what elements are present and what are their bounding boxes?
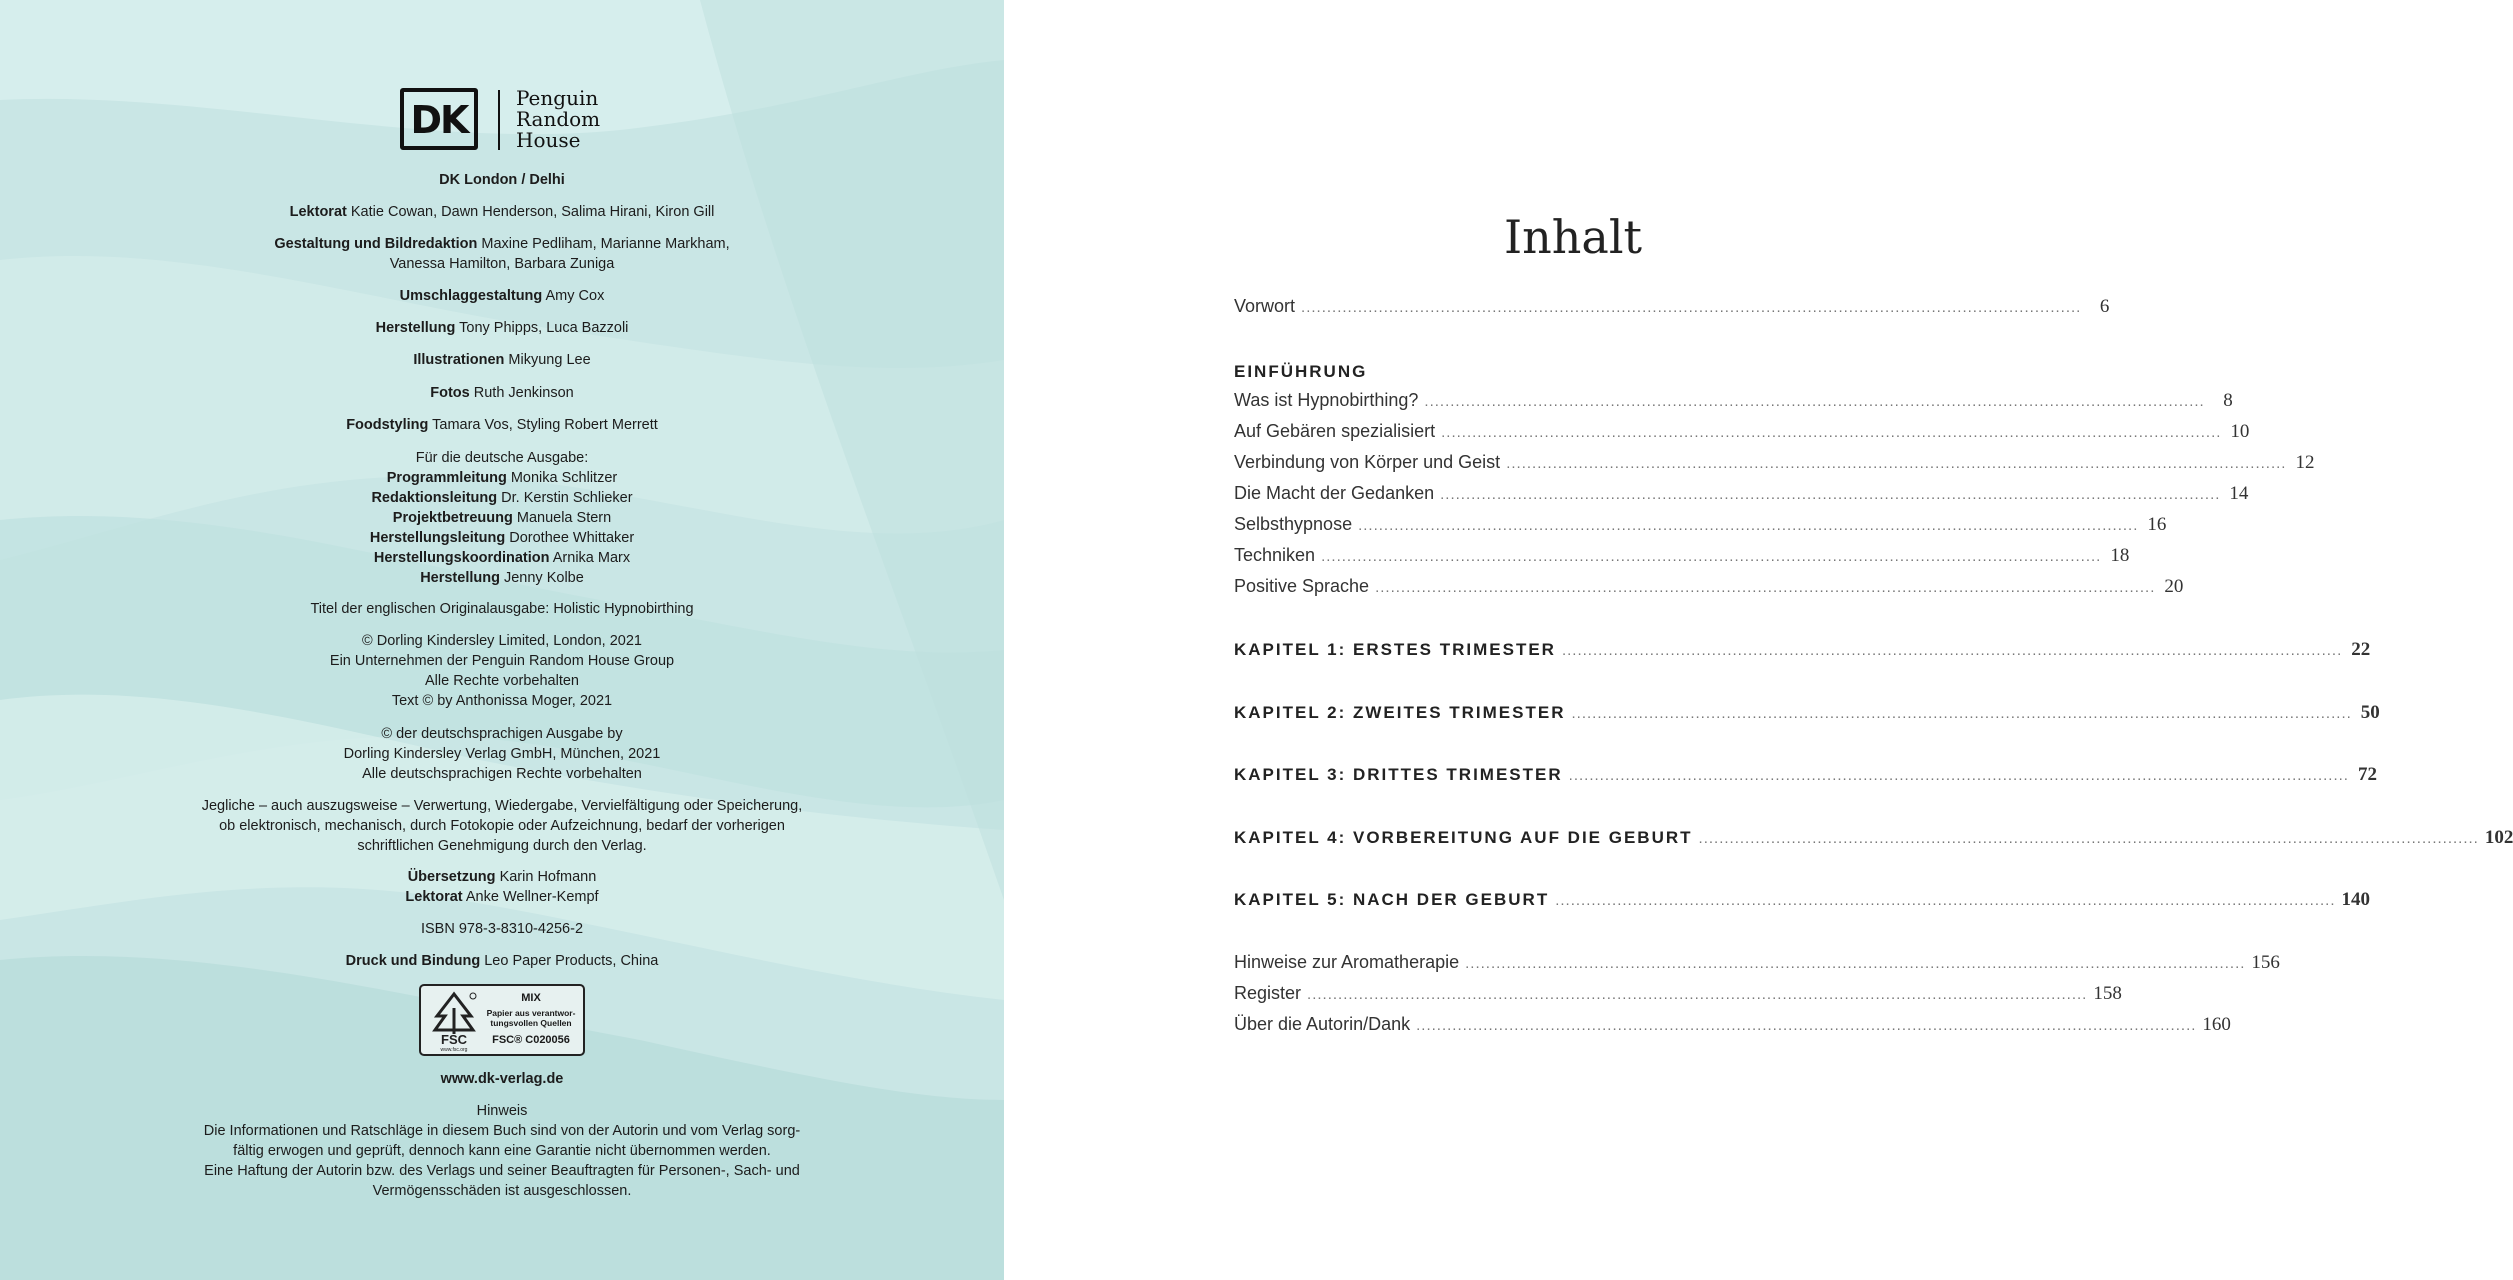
toc-entry: Über die Autorin/Dank ....................................................................................................................................................... 160 <box>1234 1014 2231 1035</box>
rights-notice: Jegliche – auch auszugsweise – Verwertung, Wiedergabe, Vervielfältigung oder Speicherung, ob elektronisch, mechanisch, durch Fotokopie oder Aufzeichnung, bedarf der vorherigen schriftlichen Genehmigung durch den Verlag. <box>201 798 803 854</box>
penguin-random-house-logo-text <box>516 88 600 151</box>
prh-line: House <box>516 128 581 152</box>
copyright-german: © der deutschsprachigen Ausgabe by Dorling Kindersley Verlag GmbH, München, 2021 Alle deutschsprachigen Rechte vorbehalten <box>343 726 661 782</box>
toc-entry: Positive Sprache ....................................................................................................................................................... 20 <box>1234 576 2184 597</box>
credit-line: Illustrationen Mikyung Lee <box>413 352 591 368</box>
credit-line: Programmleitung Monika Schlitzer <box>386 470 618 486</box>
logo-divider <box>498 90 500 150</box>
credit-line: Projektbetreuung Manuela Stern <box>392 510 612 526</box>
prh-line: Random <box>516 107 601 131</box>
credit-line: Herstellungsleitung Dorothee Whittaker <box>369 530 635 546</box>
fsc-label <box>419 984 585 1056</box>
copyright-original: © Dorling Kindersley Limited, London, 2021 Ein Unternehmen der Penguin Random House Group Alle Rechte vorbehalten Text © by Anthonissa Moger, 2021 <box>329 633 675 709</box>
dk-logo-mark: DK <box>410 98 468 142</box>
original-title: Titel der englischen Originalausgabe: Holistic Hypnobirthing <box>310 601 694 617</box>
print-credit: Druck und Bindung Leo Paper Products, China <box>345 953 659 969</box>
fsc-code: FSC® C020056 <box>492 1034 570 1046</box>
isbn: ISBN 978-3-8310-4256-2 <box>420 921 584 937</box>
fsc-subtitle: Papier aus verantwor- tungsvollen Quellen <box>486 1008 576 1028</box>
german-edition-credits <box>0 448 1004 588</box>
toc-entry: Hinweise zur Aromatherapie ....................................................................................................................................................... 156 <box>1234 952 2280 973</box>
fsc-mix: MIX <box>521 992 541 1004</box>
german-edition-intro: Für die deutsche Ausgabe: <box>415 450 589 466</box>
credit-line: Herstellung Tony Phipps, Luca Bazzoli <box>375 320 629 336</box>
section-heading-intro: EINFÜHRUNG <box>1234 362 1368 381</box>
contents-page <box>1004 0 2513 1280</box>
credit-line: Foodstyling Tamara Vos, Styling Robert Merrett <box>346 417 658 433</box>
toc-entry: Die Macht der Gedanken ....................................................................................................................................................... 14 <box>1234 483 2249 504</box>
website-link: www.dk-verlag.de <box>440 1071 564 1087</box>
prh-line: Penguin <box>516 86 599 110</box>
toc-entry: Register ....................................................................................................................................................... 158 <box>1234 983 2122 1004</box>
toc-entry: Verbindung von Körper und Geist ....................................................................................................................................................... 12 <box>1234 452 2315 473</box>
credit-line: Lektorat Katie Cowan, Dawn Henderson, Salima Hirani, Kiron Gill <box>289 204 715 220</box>
fsc-logo-text: FSC <box>441 1032 467 1047</box>
credit-line: Übersetzung Karin Hofmann <box>407 869 597 885</box>
toc-entry: Was ist Hypnobirthing? ....................................................................................................................................................... 8 <box>1234 390 2233 411</box>
imprint-page <box>0 0 1004 1280</box>
page-title: Inhalt <box>1504 210 1643 264</box>
toc-chapter: KAPITEL 4: VORBEREITUNG AUF DIE GEBURT ....................................................................................................................................................... 102 <box>1234 827 2513 848</box>
credit-line: Lektorat Anke Wellner-Kempf <box>405 889 599 905</box>
toc-chapter: KAPITEL 3: DRITTES TRIMESTER ....................................................................................................................................................... 72 <box>1234 764 2377 785</box>
toc-entry-foreword: Vorwort ....................................................................................................................................................... 6 <box>1234 296 2110 317</box>
toc-entry: Techniken ....................................................................................................................................................... 18 <box>1234 545 2130 566</box>
toc-chapter: KAPITEL 1: ERSTES TRIMESTER ....................................................................................................................................................... 22 <box>1234 639 2371 660</box>
toc-chapter: KAPITEL 5: NACH DER GEBURT ....................................................................................................................................................... 140 <box>1234 889 2370 910</box>
toc-entry: Auf Gebären spezialisiert ....................................................................................................................................................... 10 <box>1234 421 2250 442</box>
credit-line: Fotos Ruth Jenkinson <box>430 385 574 401</box>
fsc-url: www.fsc.org <box>440 1047 468 1053</box>
notice-title: Hinweis <box>476 1103 528 1119</box>
office-line: DK London / Delhi <box>439 172 565 188</box>
dk-penguin-logo <box>400 88 620 158</box>
credit-line: Gestaltung und Bildredaktion Maxine Pedliham, Marianne Markham, Vanessa Hamilton, Barbara Zuniga <box>274 236 730 272</box>
credit-line: Herstellung Jenny Kolbe <box>420 570 584 586</box>
liability-notice: Hinweis Die Informationen und Ratschläge in diesem Buch sind von der Autorin und vom Verlag sorg- fältig erwogen und geprüft, dennoch kann eine Garantie nicht übernommen werden. Eine Haftung der Autorin bzw. des Verlags und seiner Beauftragten für Personen-, Sach- und Vermögensschäden ist ausgeschlossen. <box>0 1101 1004 1201</box>
credit-line: Herstellungskoordination Arnika Marx <box>373 550 631 566</box>
toc-chapter: KAPITEL 2: ZWEITES TRIMESTER ....................................................................................................................................................... 50 <box>1234 702 2380 723</box>
fsc-tree-icon <box>427 990 481 1052</box>
credit-line: Umschlaggestaltung Amy Cox <box>399 288 605 304</box>
credit-line: Redaktionsleitung Dr. Kerstin Schlieker <box>371 490 633 506</box>
translation-credits <box>0 867 1004 907</box>
dk-logo-box <box>400 88 478 150</box>
toc-entry: Selbsthypnose ....................................................................................................................................................... 16 <box>1234 514 2167 535</box>
